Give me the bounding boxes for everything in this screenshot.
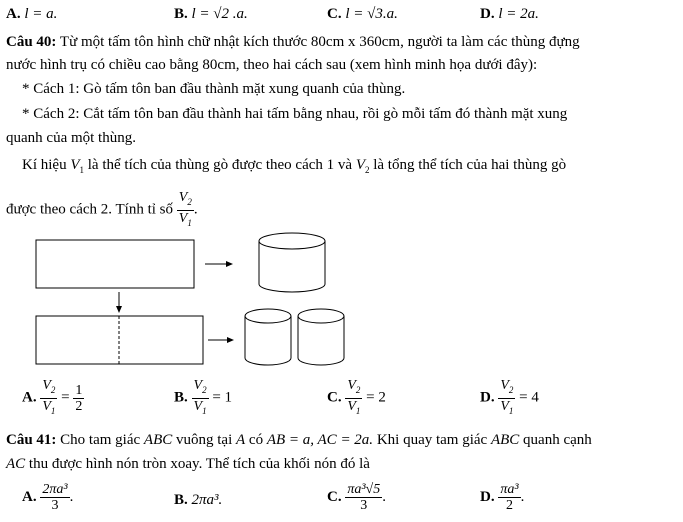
tail: . [382, 488, 386, 505]
question-text: Từ một tấm tôn hình chữ nhật kích thước 80cm x 360cm, người ta làm các thùng đựng [59, 34, 580, 50]
v1-symbol: V [500, 398, 509, 414]
q41-option-c[interactable] [327, 482, 386, 513]
rhs: = 1 [212, 389, 233, 406]
edge: AC [6, 456, 26, 472]
rhs: = 4 [519, 389, 539, 406]
triangle-name: ABC [490, 432, 520, 448]
cylinder-top-2 [245, 309, 291, 323]
triangle-name: ABC [143, 432, 173, 448]
option-text: l = √3.a. [345, 6, 398, 22]
v2-sub: 2 [355, 384, 361, 395]
den: 3 [360, 498, 368, 513]
v2-symbol: V [500, 378, 509, 393]
text: thu được hình nón tròn xoay. Thể tích của khối nón đó là [28, 456, 370, 472]
option-label: D. [480, 6, 495, 22]
q40-way1: * Cách 1: Gò tấm tôn ban đầu thành mặt xung quanh của thùng. [22, 81, 406, 97]
text: quanh cạnh [523, 432, 592, 448]
den: 3 [51, 498, 59, 513]
option-label: A. [6, 6, 21, 22]
rhs-num: 1 [75, 382, 83, 398]
option-label: C. [327, 6, 342, 22]
def-part-a: Kí hiệu [22, 157, 67, 173]
question-label: Câu 41: [6, 432, 57, 448]
text: Cho tam giác [60, 432, 141, 448]
option-label: B. [174, 492, 188, 508]
tail: . [520, 488, 525, 505]
v1-symbol: V [347, 398, 356, 414]
option-text: 2πa³. [191, 492, 223, 508]
v2-sub: 2 [202, 384, 207, 395]
v1-symbol: V [193, 398, 203, 414]
q40-ask: được theo cách 2. Tính tỉ số $\frac{V_2}{V_1}$ . [6, 190, 198, 231]
arrowhead-down [116, 306, 122, 313]
option-label: B. [174, 389, 188, 406]
q40-option-d[interactable] [480, 378, 539, 419]
q41-line1 [6, 430, 592, 450]
cylinder-bottom-3 [298, 358, 344, 365]
num: 2πa³ [42, 482, 68, 497]
def-part-c: là tổng thể tích của hai thùng gò [373, 157, 567, 173]
v1-sub: 1 [508, 405, 514, 416]
cylinder-top-3 [298, 309, 344, 323]
v1-sub: 1 [202, 405, 207, 416]
text: có [248, 432, 264, 448]
ratio-num: V [178, 190, 188, 205]
v2-symbol: V [42, 378, 51, 393]
text: Khi quay tam giác [376, 432, 488, 448]
option-label: C. [327, 389, 342, 406]
condition: AB = a, AC = 2a. [266, 432, 374, 448]
ask-text: được theo cách 2. Tính tỉ số [6, 201, 173, 218]
q40-option-a[interactable]: A. $\frac{V_2}{V_1}$ = $\frac{1}{2}$ [22, 378, 83, 416]
cylinder-bottom-1 [259, 284, 325, 292]
arrowhead-right-2 [227, 337, 234, 343]
cylinder-top-1 [259, 233, 325, 249]
den: 2 [505, 498, 513, 513]
option-label: C. [327, 488, 342, 505]
q41-option-a[interactable] [22, 482, 73, 513]
tail: . [69, 488, 74, 505]
ratio-num-sub: 2 [187, 196, 192, 207]
v1-symbol: V [70, 157, 80, 173]
vertex: A [236, 432, 246, 448]
option-text: l = √2 .a. [191, 6, 248, 22]
arrowhead-right-1 [226, 261, 233, 267]
rhs: = 2 [366, 389, 386, 406]
ratio-den: V [178, 210, 188, 226]
q40-way2b: quanh của một thùng. [6, 130, 136, 146]
q40-option-c[interactable] [327, 378, 386, 419]
def-part-b: là thể tích của thùng gò được theo cách 1 và [87, 157, 353, 173]
v1-sub: 1 [355, 405, 361, 416]
q40-option-b[interactable] [174, 378, 232, 419]
option-label: D. [480, 389, 495, 406]
q41-line2 [6, 454, 370, 474]
v2-sub: 2 [50, 384, 56, 395]
cylinder-bottom-2 [245, 358, 291, 365]
question-label: Câu 40: [6, 34, 57, 50]
sheet-rectangle-1 [36, 240, 194, 288]
rhs-den: 2 [75, 398, 83, 414]
ratio-den-sub: 1 [187, 217, 192, 228]
option-label: B. [174, 6, 188, 22]
q41-option-b[interactable] [174, 490, 222, 510]
v2-sub: 2 [364, 165, 370, 175]
v2-sub: 2 [508, 384, 514, 395]
q41-option-d[interactable] [480, 482, 524, 513]
v1-symbol: V [42, 398, 51, 414]
v1-sub: 1 [50, 405, 56, 416]
option-label: A. [22, 488, 37, 505]
num: πa³ [500, 482, 519, 497]
v2-symbol: V [347, 378, 356, 393]
option-text: l = 2a. [498, 6, 539, 22]
option-label: A. [22, 389, 37, 406]
option-text: l = a. [24, 6, 58, 22]
q40-way2a: * Cách 2: Cắt tấm tôn ban đầu thành hai tấm bằng nhau, rồi gò mỗi tấm đó thành mặt xung [22, 106, 568, 122]
v2-symbol: V [193, 378, 203, 393]
num: πa³√5 [347, 482, 381, 497]
option-label: D. [480, 488, 495, 505]
q40-line2: nước hình trụ có chiều cao bằng 80cm, theo hai cách sau (xem hình minh họa dưới đây): [6, 57, 538, 73]
text: vuông tại [176, 432, 233, 448]
v2-symbol: V [355, 157, 365, 173]
v1-sub: 1 [79, 165, 84, 175]
